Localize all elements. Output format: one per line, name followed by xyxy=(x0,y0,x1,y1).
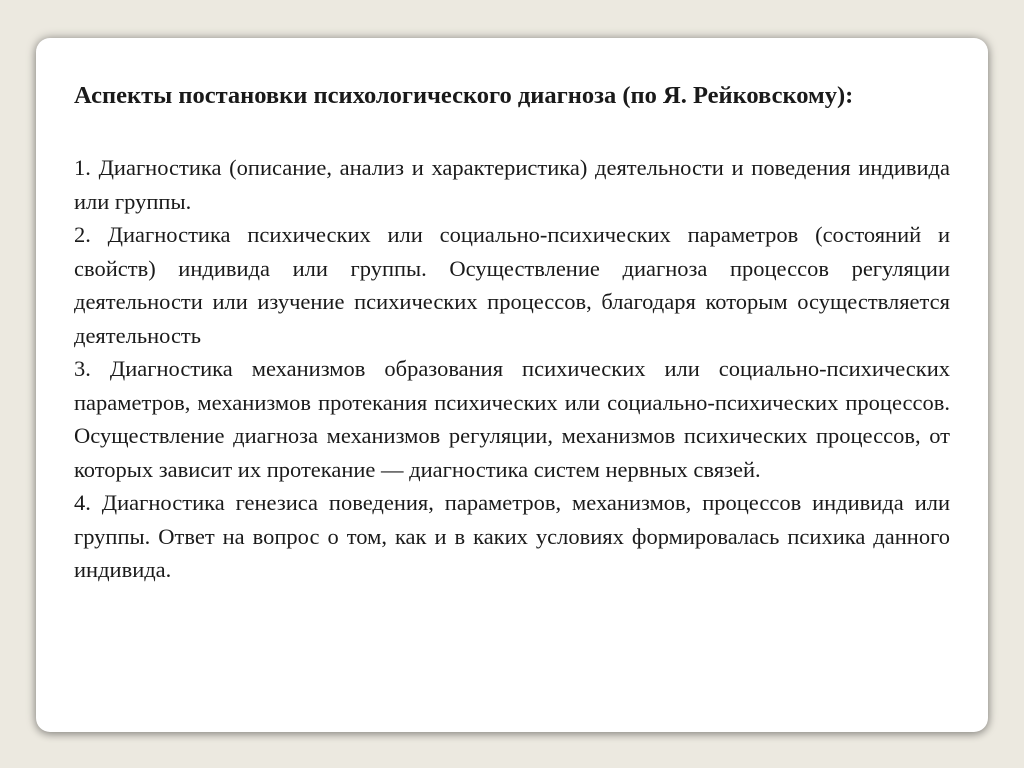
slide-card xyxy=(36,38,988,732)
list-item-2: 2. Диагностика психических или социально-психических параметров (состояний и свойств) индивида или группы. Осуществление диагноза процессов регуляции деятельности или изучение психических процессов, благодаря которым осуществляется деятельность xyxy=(74,222,950,348)
list-item-3: 3. Диагностика механизмов образования психических или социально-психических параметров, механизмов протекания психических или социально-психических процессов. Осуществление диагноза механизмов регуляции, механизмов психических процессов, от которых зависит их протекание — диагностика систем нервных связей. xyxy=(74,356,950,482)
slide-content xyxy=(74,78,950,587)
list-item-1: 1. Диагностика (описание, анализ и характеристика) деятельности и поведения индивида или группы. xyxy=(74,155,950,214)
list-item-4: 4. Диагностика генезиса поведения, параметров, механизмов, процессов индивида или группы. Ответ на вопрос о том, как и в каких условиях формировалась психика данного индивида. xyxy=(74,490,950,582)
slide-title: Аспекты постановки психологического диагноза (по Я. Рейковскому): xyxy=(74,82,854,109)
